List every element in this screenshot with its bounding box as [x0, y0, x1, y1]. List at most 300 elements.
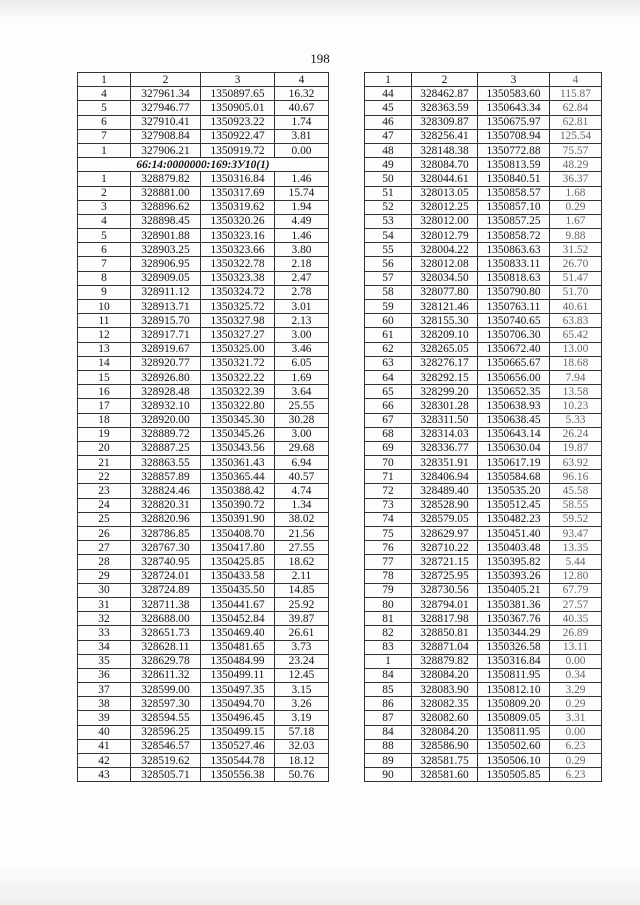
coordinates-table-right	[364, 72, 602, 782]
distance: 14.85	[275, 583, 329, 597]
y-coordinate: 1350630.04	[478, 441, 550, 455]
table-row	[78, 143, 329, 157]
distance: 63.92	[550, 456, 602, 470]
point-number: 36	[78, 668, 131, 682]
table-row	[365, 214, 602, 228]
distance: 16.32	[275, 87, 329, 101]
x-coordinate: 328597.30	[131, 697, 201, 711]
y-coordinate: 1350556.38	[201, 768, 275, 782]
point-number: 24	[78, 498, 131, 512]
distance: 26.61	[275, 626, 329, 640]
y-coordinate: 1350858.72	[478, 229, 550, 243]
distance: 1.68	[550, 186, 602, 200]
distance: 57.18	[275, 725, 329, 739]
point-number: 30	[78, 583, 131, 597]
x-coordinate: 328857.89	[131, 470, 201, 484]
distance: 31.52	[550, 243, 602, 257]
y-coordinate: 1350391.90	[201, 512, 275, 526]
x-coordinate: 328579.05	[412, 512, 478, 526]
distance: 5.44	[550, 555, 602, 569]
point-number: 46	[365, 115, 412, 129]
table-row	[365, 257, 602, 271]
table-row	[365, 300, 602, 314]
x-coordinate: 328121.46	[412, 300, 478, 314]
table-row	[78, 739, 329, 753]
table-row	[78, 484, 329, 498]
x-coordinate: 328688.00	[131, 612, 201, 626]
distance: 2.11	[275, 569, 329, 583]
distance: 0.34	[550, 668, 602, 682]
distance: 48.29	[550, 158, 602, 172]
point-number: 61	[365, 328, 412, 342]
y-coordinate: 1350813.59	[478, 158, 550, 172]
x-coordinate: 328824.46	[131, 484, 201, 498]
distance: 62.81	[550, 115, 602, 129]
column-header: 3	[478, 73, 550, 87]
table-row	[365, 484, 602, 498]
x-coordinate: 328911.12	[131, 285, 201, 299]
y-coordinate: 1350535.20	[478, 484, 550, 498]
distance: 13.00	[550, 342, 602, 356]
x-coordinate: 328817.98	[412, 612, 478, 626]
point-number: 78	[365, 569, 412, 583]
x-coordinate: 328209.10	[412, 328, 478, 342]
distance: 62.84	[550, 101, 602, 115]
distance: 45.58	[550, 484, 602, 498]
table-row	[78, 172, 329, 186]
table-row	[365, 101, 602, 115]
y-coordinate: 1350320.26	[201, 214, 275, 228]
y-coordinate: 1350672.40	[478, 342, 550, 356]
y-coordinate: 1350840.51	[478, 172, 550, 186]
x-coordinate: 328084.20	[412, 725, 478, 739]
table-row	[78, 115, 329, 129]
table-row	[365, 654, 602, 668]
point-number: 59	[365, 300, 412, 314]
table-row	[365, 725, 602, 739]
point-number: 29	[78, 569, 131, 583]
table-row	[78, 243, 329, 257]
table-row	[365, 541, 602, 555]
point-number: 47	[365, 129, 412, 143]
table-row	[365, 129, 602, 143]
column-header: 2	[412, 73, 478, 87]
point-number: 3	[78, 200, 131, 214]
table-row	[78, 725, 329, 739]
table-row	[365, 498, 602, 512]
distance: 40.67	[275, 101, 329, 115]
point-number: 6	[78, 243, 131, 257]
y-coordinate: 1350811.95	[478, 668, 550, 682]
x-coordinate: 328629.97	[412, 527, 478, 541]
point-number: 81	[365, 612, 412, 626]
point-number: 13	[78, 342, 131, 356]
point-number: 39	[78, 711, 131, 725]
point-number: 83	[365, 640, 412, 654]
x-coordinate: 328596.25	[131, 725, 201, 739]
x-coordinate: 328155.30	[412, 314, 478, 328]
y-coordinate: 1350323.66	[201, 243, 275, 257]
point-number: 35	[78, 654, 131, 668]
table-row	[365, 356, 602, 370]
distance: 3.29	[550, 683, 602, 697]
x-coordinate: 328265.05	[412, 342, 478, 356]
x-coordinate: 328896.62	[131, 200, 201, 214]
x-coordinate: 328889.72	[131, 427, 201, 441]
point-number: 38	[78, 697, 131, 711]
y-coordinate: 1350494.70	[201, 697, 275, 711]
x-coordinate: 328901.88	[131, 229, 201, 243]
x-coordinate: 328084.20	[412, 668, 478, 682]
distance: 3.01	[275, 300, 329, 314]
point-number: 6	[78, 115, 131, 129]
distance: 63.83	[550, 314, 602, 328]
distance: 1.46	[275, 229, 329, 243]
x-coordinate: 328820.96	[131, 512, 201, 526]
x-coordinate: 328599.00	[131, 683, 201, 697]
distance: 25.92	[275, 597, 329, 611]
table-row	[78, 200, 329, 214]
y-coordinate: 1350763.11	[478, 300, 550, 314]
table-row	[78, 612, 329, 626]
point-number: 7	[78, 257, 131, 271]
x-coordinate: 328314.03	[412, 427, 478, 441]
point-number: 80	[365, 597, 412, 611]
distance: 32.03	[275, 739, 329, 753]
y-coordinate: 1350706.30	[478, 328, 550, 342]
x-coordinate: 328083.90	[412, 683, 478, 697]
table-row	[78, 129, 329, 143]
distance: 0.00	[275, 143, 329, 157]
y-coordinate: 1350316.84	[201, 172, 275, 186]
y-coordinate: 1350319.62	[201, 200, 275, 214]
y-coordinate: 1350482.23	[478, 512, 550, 526]
y-coordinate: 1350344.29	[478, 626, 550, 640]
point-number: 8	[78, 271, 131, 285]
distance: 13.11	[550, 640, 602, 654]
point-number: 14	[78, 356, 131, 370]
y-coordinate: 1350652.35	[478, 385, 550, 399]
y-coordinate: 1350833.11	[478, 257, 550, 271]
parcel-number: 66:14:0000000:169:ЗУ10(1)	[78, 158, 329, 172]
y-coordinate: 1350403.48	[478, 541, 550, 555]
point-number: 45	[365, 101, 412, 115]
table-row	[78, 314, 329, 328]
point-number: 87	[365, 711, 412, 725]
point-number: 2	[78, 186, 131, 200]
table-row	[78, 413, 329, 427]
x-coordinate: 328012.08	[412, 257, 478, 271]
distance: 40.57	[275, 470, 329, 484]
x-coordinate: 328926.80	[131, 370, 201, 384]
point-number: 77	[365, 555, 412, 569]
point-number: 12	[78, 328, 131, 342]
x-coordinate: 328740.95	[131, 555, 201, 569]
distance: 30.28	[275, 413, 329, 427]
table-row	[78, 569, 329, 583]
y-coordinate: 1350321.72	[201, 356, 275, 370]
coordinates-table-left	[77, 72, 329, 782]
distance: 6.94	[275, 456, 329, 470]
x-coordinate: 328528.90	[412, 498, 478, 512]
x-coordinate: 328309.87	[412, 115, 478, 129]
y-coordinate: 1350326.58	[478, 640, 550, 654]
distance: 3.31	[550, 711, 602, 725]
y-coordinate: 1350496.45	[201, 711, 275, 725]
x-coordinate: 328311.50	[412, 413, 478, 427]
distance: 93.47	[550, 527, 602, 541]
table-row	[365, 768, 602, 782]
distance: 75.57	[550, 143, 602, 157]
point-number: 19	[78, 427, 131, 441]
point-number: 49	[365, 158, 412, 172]
x-coordinate: 327946.77	[131, 101, 201, 115]
distance: 18.12	[275, 754, 329, 768]
table-row	[365, 328, 602, 342]
y-coordinate: 1350388.42	[201, 484, 275, 498]
y-coordinate: 1350499.15	[201, 725, 275, 739]
y-coordinate: 1350325.72	[201, 300, 275, 314]
x-coordinate: 328767.30	[131, 541, 201, 555]
table-row	[78, 342, 329, 356]
distance: 3.15	[275, 683, 329, 697]
y-coordinate: 1350923.22	[201, 115, 275, 129]
distance: 10.23	[550, 399, 602, 413]
distance: 2.18	[275, 257, 329, 271]
point-number: 88	[365, 739, 412, 753]
table-row	[78, 555, 329, 569]
table-row	[365, 158, 602, 172]
point-number: 71	[365, 470, 412, 484]
distance: 27.57	[550, 597, 602, 611]
distance: 3.00	[275, 427, 329, 441]
distance: 29.68	[275, 441, 329, 455]
column-header: 4	[550, 73, 602, 87]
table-row	[78, 257, 329, 271]
distance: 2.78	[275, 285, 329, 299]
column-header: 1	[365, 73, 412, 87]
x-coordinate: 328084.70	[412, 158, 478, 172]
point-number: 31	[78, 597, 131, 611]
table-row	[78, 697, 329, 711]
table-row	[78, 186, 329, 200]
distance: 65.42	[550, 328, 602, 342]
table-row	[78, 214, 329, 228]
x-coordinate: 328336.77	[412, 441, 478, 455]
scan-bottom-edge	[0, 865, 640, 905]
y-coordinate: 1350481.65	[201, 640, 275, 654]
point-number: 34	[78, 640, 131, 654]
column-header: 4	[275, 73, 329, 87]
x-coordinate: 328909.05	[131, 271, 201, 285]
table-row	[365, 697, 602, 711]
x-coordinate: 328919.67	[131, 342, 201, 356]
x-coordinate: 328786.85	[131, 527, 201, 541]
table-row	[78, 427, 329, 441]
table-row	[365, 87, 602, 101]
point-number: 37	[78, 683, 131, 697]
x-coordinate: 328594.55	[131, 711, 201, 725]
y-coordinate: 1350405.21	[478, 583, 550, 597]
table-row	[78, 527, 329, 541]
distance: 1.74	[275, 115, 329, 129]
point-number: 9	[78, 285, 131, 299]
y-coordinate: 1350506.10	[478, 754, 550, 768]
distance: 40.61	[550, 300, 602, 314]
y-coordinate: 1350583.60	[478, 87, 550, 101]
point-number: 75	[365, 527, 412, 541]
x-coordinate: 328586.90	[412, 739, 478, 753]
distance: 23.24	[275, 654, 329, 668]
x-coordinate: 328012.00	[412, 214, 478, 228]
x-coordinate: 328034.50	[412, 271, 478, 285]
table-row	[78, 711, 329, 725]
y-coordinate: 1350922.47	[201, 129, 275, 143]
distance: 1.67	[550, 214, 602, 228]
y-coordinate: 1350323.16	[201, 229, 275, 243]
distance: 38.02	[275, 512, 329, 526]
distance: 2.47	[275, 271, 329, 285]
y-coordinate: 1350858.57	[478, 186, 550, 200]
point-number: 56	[365, 257, 412, 271]
x-coordinate: 327910.41	[131, 115, 201, 129]
y-coordinate: 1350343.56	[201, 441, 275, 455]
x-coordinate: 328044.61	[412, 172, 478, 186]
x-coordinate: 327961.34	[131, 87, 201, 101]
distance: 3.73	[275, 640, 329, 654]
table-row	[365, 115, 602, 129]
table-row	[78, 512, 329, 526]
y-coordinate: 1350327.27	[201, 328, 275, 342]
point-number: 48	[365, 143, 412, 157]
point-number: 23	[78, 484, 131, 498]
y-coordinate: 1350675.97	[478, 115, 550, 129]
y-coordinate: 1350469.40	[201, 626, 275, 640]
point-number: 41	[78, 739, 131, 753]
distance: 3.80	[275, 243, 329, 257]
x-coordinate: 328928.48	[131, 385, 201, 399]
x-coordinate: 328301.28	[412, 399, 478, 413]
y-coordinate: 1350322.78	[201, 257, 275, 271]
table-row	[365, 441, 602, 455]
distance: 18.62	[275, 555, 329, 569]
point-number: 69	[365, 441, 412, 455]
point-number: 72	[365, 484, 412, 498]
y-coordinate: 1350417.80	[201, 541, 275, 555]
point-number: 89	[365, 754, 412, 768]
y-coordinate: 1350324.72	[201, 285, 275, 299]
x-coordinate: 328850.81	[412, 626, 478, 640]
table-row	[78, 654, 329, 668]
table-row	[365, 370, 602, 384]
x-coordinate: 328920.77	[131, 356, 201, 370]
y-coordinate: 1350809.20	[478, 697, 550, 711]
distance: 21.56	[275, 527, 329, 541]
x-coordinate: 328012.79	[412, 229, 478, 243]
y-coordinate: 1350502.60	[478, 739, 550, 753]
x-coordinate: 328276.17	[412, 356, 478, 370]
point-number: 4	[78, 214, 131, 228]
y-coordinate: 1350365.44	[201, 470, 275, 484]
point-number: 44	[365, 87, 412, 101]
point-number: 10	[78, 300, 131, 314]
point-number: 4	[78, 87, 131, 101]
table-header-row	[365, 73, 602, 87]
distance: 26.70	[550, 257, 602, 271]
table-row	[365, 385, 602, 399]
table-row	[78, 385, 329, 399]
distance: 115.87	[550, 87, 602, 101]
section-title-row	[78, 158, 329, 172]
y-coordinate: 1350361.43	[201, 456, 275, 470]
y-coordinate: 1350790.80	[478, 285, 550, 299]
y-coordinate: 1350327.98	[201, 314, 275, 328]
x-coordinate: 328710.22	[412, 541, 478, 555]
distance: 3.00	[275, 328, 329, 342]
point-number: 57	[365, 271, 412, 285]
point-number: 11	[78, 314, 131, 328]
y-coordinate: 1350452.84	[201, 612, 275, 626]
point-number: 64	[365, 370, 412, 384]
distance: 50.76	[275, 768, 329, 782]
y-coordinate: 1350322.39	[201, 385, 275, 399]
table-row	[78, 626, 329, 640]
y-coordinate: 1350905.01	[201, 101, 275, 115]
point-number: 20	[78, 441, 131, 455]
x-coordinate: 328903.25	[131, 243, 201, 257]
x-coordinate: 328012.25	[412, 200, 478, 214]
distance: 3.64	[275, 385, 329, 399]
distance: 13.35	[550, 541, 602, 555]
y-coordinate: 1350772.88	[478, 143, 550, 157]
distance: 19.87	[550, 441, 602, 455]
y-coordinate: 1350740.65	[478, 314, 550, 328]
distance: 67.79	[550, 583, 602, 597]
table-row	[78, 498, 329, 512]
x-coordinate: 328256.41	[412, 129, 478, 143]
table-row	[365, 413, 602, 427]
y-coordinate: 1350863.63	[478, 243, 550, 257]
table-row	[78, 683, 329, 697]
y-coordinate: 1350484.99	[201, 654, 275, 668]
x-coordinate: 328879.82	[412, 654, 478, 668]
point-number: 79	[365, 583, 412, 597]
table-row	[365, 512, 602, 526]
point-number: 82	[365, 626, 412, 640]
x-coordinate: 328932.10	[131, 399, 201, 413]
point-number: 15	[78, 370, 131, 384]
x-coordinate: 328871.04	[412, 640, 478, 654]
x-coordinate: 328730.56	[412, 583, 478, 597]
table-row	[365, 683, 602, 697]
point-number: 25	[78, 512, 131, 526]
point-number: 53	[365, 214, 412, 228]
distance: 26.89	[550, 626, 602, 640]
distance: 3.46	[275, 342, 329, 356]
table-row	[365, 285, 602, 299]
point-number: 67	[365, 413, 412, 427]
distance: 39.87	[275, 612, 329, 626]
x-coordinate: 328863.55	[131, 456, 201, 470]
distance: 25.55	[275, 399, 329, 413]
table-header-row	[78, 73, 329, 87]
distance: 0.29	[550, 754, 602, 768]
x-coordinate: 328820.31	[131, 498, 201, 512]
y-coordinate: 1350390.72	[201, 498, 275, 512]
y-coordinate: 1350638.93	[478, 399, 550, 413]
table-row	[365, 711, 602, 725]
y-coordinate: 1350812.10	[478, 683, 550, 697]
